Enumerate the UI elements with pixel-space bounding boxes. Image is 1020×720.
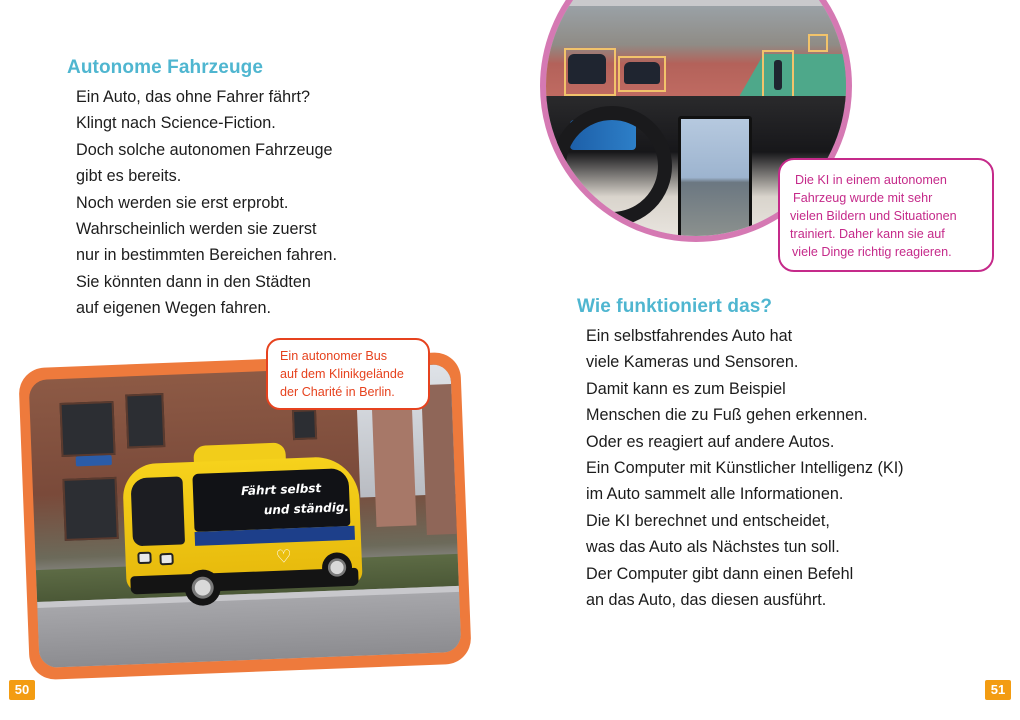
caption-line: Fahrzeug wurde mit sehr bbox=[793, 191, 933, 205]
text-line: Ein Computer mit Künstlicher Intelligenz (KI) bbox=[586, 459, 904, 478]
text-line: nur in bestimmten Bereichen fahren. bbox=[76, 246, 337, 265]
caption-line: Ein autonomer Bus bbox=[280, 349, 388, 363]
bus-ad-text: Fährt selbst bbox=[240, 481, 322, 499]
detection-box bbox=[618, 56, 666, 92]
text-line: was das Auto als Nächstes tun soll. bbox=[586, 538, 840, 557]
page-number-right: 51 bbox=[985, 680, 1011, 700]
caption-line: auf dem Klinikgelände bbox=[280, 367, 404, 381]
caption-line: der Charité in Berlin. bbox=[280, 385, 395, 399]
building-window bbox=[60, 401, 116, 457]
caption-line: trainiert. Daher kann sie auf bbox=[790, 227, 945, 241]
text-line: Der Computer gibt dann einen Befehl bbox=[586, 564, 854, 583]
detection-box bbox=[762, 50, 794, 100]
text-line: Die KI berechnet und entscheidet, bbox=[586, 511, 830, 530]
building bbox=[421, 384, 457, 535]
text-line: Ein Auto, das ohne Fahrer fährt? bbox=[76, 88, 310, 106]
caption-line: viele Dinge richtig reagieren. bbox=[792, 245, 952, 259]
page-number-left: 50 bbox=[9, 680, 35, 700]
bus-caption bbox=[266, 338, 430, 410]
detection-box bbox=[564, 48, 616, 96]
bus-front-glass bbox=[130, 476, 185, 546]
text-line: Sie könnten dann in den Städten bbox=[76, 272, 311, 291]
street-sign bbox=[76, 455, 112, 466]
caption-line: Die KI in einem autonomen bbox=[795, 173, 947, 187]
steering-wheel bbox=[552, 106, 672, 226]
center-screen bbox=[678, 116, 752, 242]
heading-wie-funktioniert-das: Wie funktioniert das? bbox=[577, 296, 773, 317]
right-paragraph bbox=[586, 323, 904, 613]
text-line: viele Kameras und Sensoren. bbox=[586, 353, 799, 372]
heading-autonome-fahrzeuge: Autonome Fahrzeuge bbox=[67, 57, 264, 78]
text-line: Wahrscheinlich werden sie zuerst bbox=[76, 220, 317, 239]
text-line: Damit kann es zum Beispiel bbox=[586, 379, 786, 398]
wheel bbox=[184, 569, 221, 606]
detection-box bbox=[808, 34, 828, 52]
text-line: im Auto sammelt alle Informationen. bbox=[586, 485, 844, 504]
left-paragraph bbox=[76, 84, 337, 322]
heart-logo-icon: ♡ bbox=[275, 546, 293, 567]
text-line: Menschen die zu Fuß gehen erkennen. bbox=[586, 406, 868, 425]
text-line: gibt es bereits. bbox=[76, 167, 182, 186]
text-line: an das Auto, das diesen ausführt. bbox=[586, 591, 827, 610]
text-line: Noch werden sie erst erprobt. bbox=[76, 193, 289, 212]
headlight bbox=[137, 552, 151, 565]
autonomous-bus bbox=[121, 440, 365, 611]
text-line: Doch solche autonomen Fahrzeuge bbox=[76, 140, 333, 159]
building bbox=[372, 406, 417, 527]
text-line: Klingt nach Science-Fiction. bbox=[76, 114, 276, 133]
text-line: auf eigenen Wegen fahren. bbox=[76, 299, 272, 318]
text-line: Oder es reagiert auf andere Autos. bbox=[586, 432, 835, 451]
building-window bbox=[292, 409, 317, 440]
bus-ad-text: und ständig. bbox=[263, 500, 350, 518]
building-window bbox=[62, 477, 118, 541]
headlight bbox=[159, 553, 173, 566]
text-line: Ein selbstfahrendes Auto hat bbox=[586, 327, 793, 345]
caption-line: vielen Bildern und Situationen bbox=[790, 209, 957, 223]
ai-caption bbox=[778, 158, 994, 272]
building-window bbox=[125, 393, 165, 448]
